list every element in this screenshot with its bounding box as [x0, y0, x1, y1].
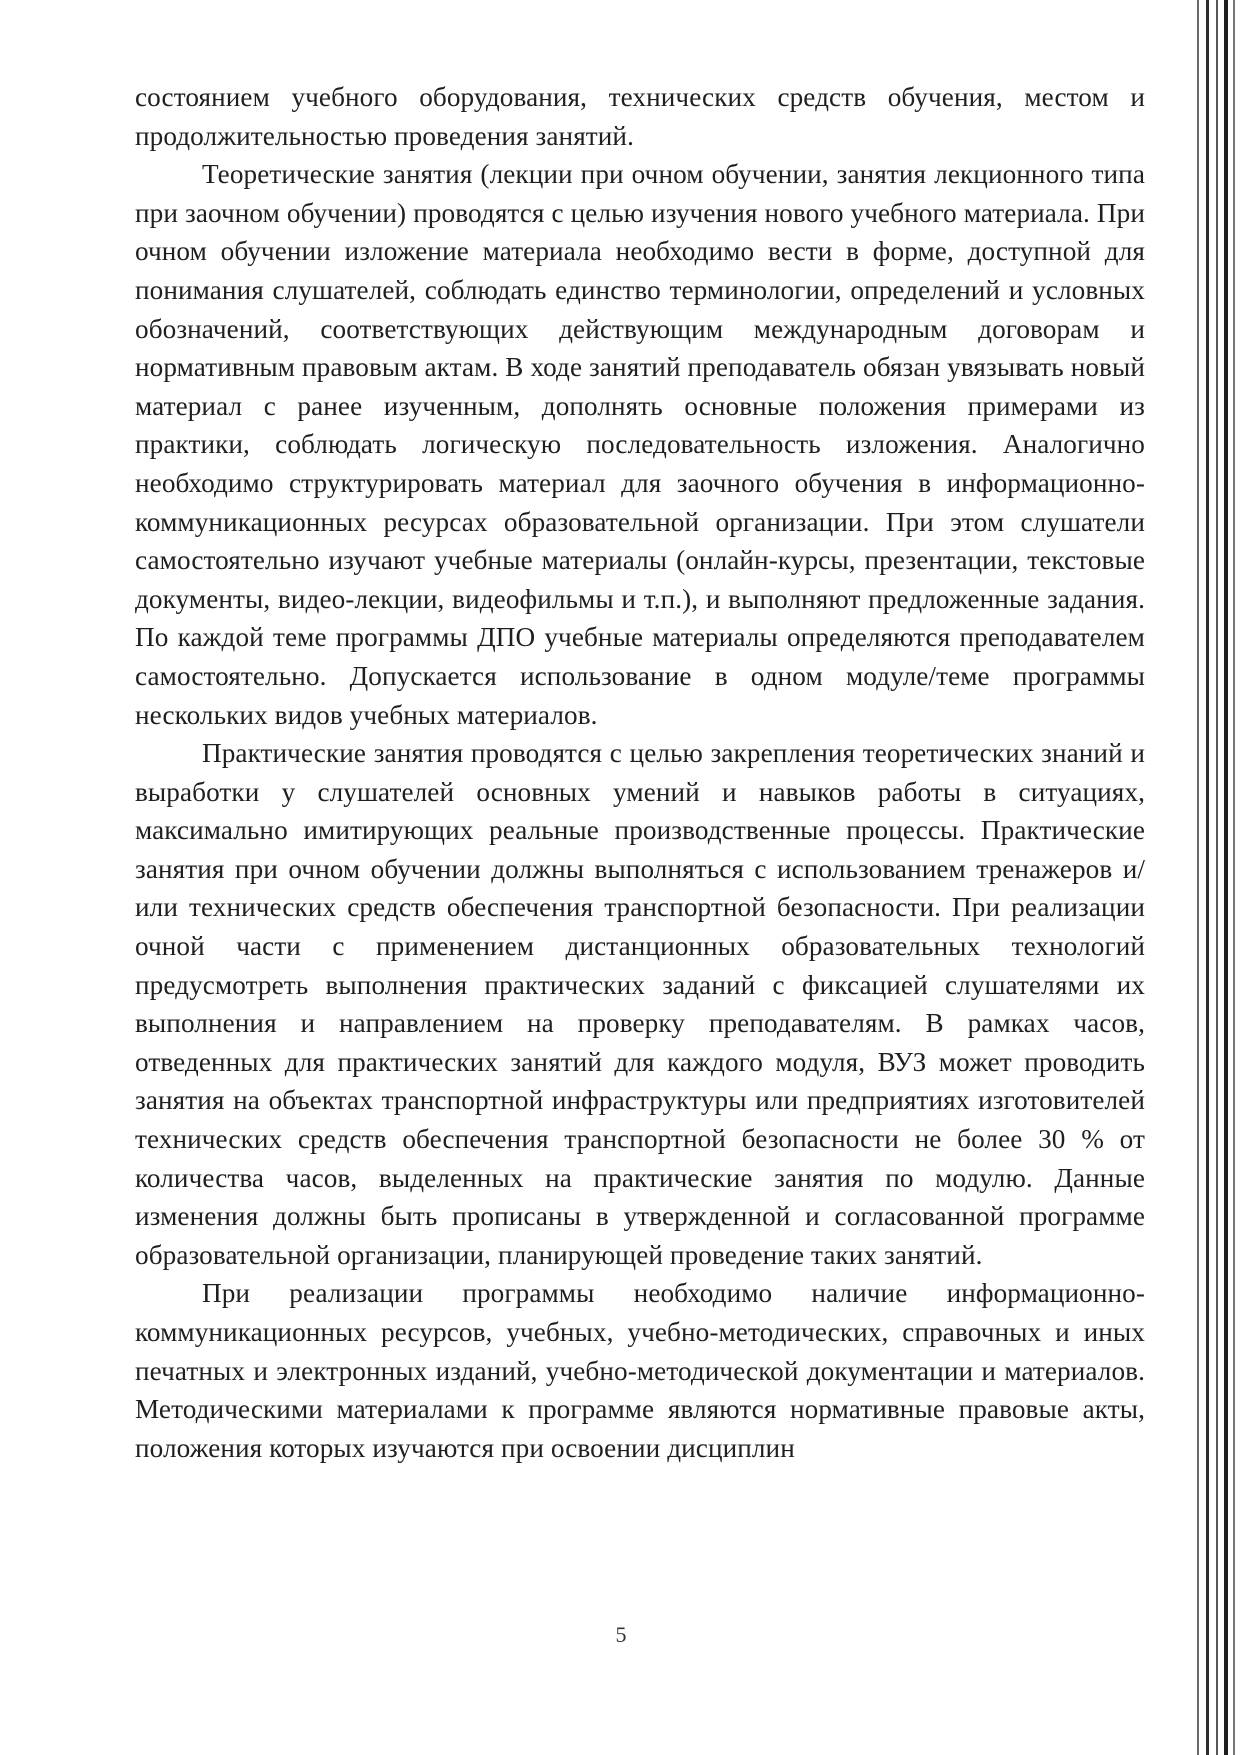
body-text — [135, 78, 1145, 1467]
binding-edge-line — [1224, 0, 1228, 1755]
binding-edge-line — [1197, 0, 1199, 1755]
paragraph-continuation: состоянием учебного оборудования, технических средств обучения, местом и продолжительностью проведения занятий. — [135, 82, 1145, 151]
page-number: 5 — [615, 1622, 627, 1647]
paragraph-theoretical-classes: Теоретические занятия (лекции при очном обучении, занятия лекционного типа при заочном обучении) проводятся с целью изучения нового учебного материала. При очном обучении изложение материала необходимо вести в форме, доступной для понимания слушателей, соблюдать единство терминологии, определений и условных обозначений, соответствующих действующим международным договорам и нормативным правовым актам. В ходе занятий преподаватель обязан увязывать новый материал с ранее изученным, дополнять основные положения примерами из практики, соблюдать логическую последовательность изложения. Аналогично необходимо структурировать материал для заочного обучения в информационно-коммуникационных ресурсах образовательной организации. При этом слушатели самостоятельно изучают учебные материалы (онлайн-курсы, презентации, текстовые документы, видео-лекции, видеофильмы и т.п.), и выполняют предложенные задания. По каждой теме программы ДПО учебные материалы определяются преподавателем самостоятельно. Допускается использование в одном модуле/теме программы нескольких видов учебных материалов. — [135, 159, 1145, 730]
paragraph-program-resources: При реализации программы необходимо наличие информационно-коммуникационных ресурсов, учебных, учебно-методических, справочных и иных печатных и электронных изданий, учебно-методической документации и материалов. Методическими материалами к программе являются нормативные правовые акты, положения которых изучаются при освоении дисциплин — [135, 1278, 1145, 1463]
binding-edge-line — [1233, 0, 1235, 1755]
binding-edge-line — [1206, 0, 1209, 1755]
paragraph-practical-classes: Практические занятия проводятся с целью закрепления теоретических знаний и выработки у слушателей основных умений и навыков работы в ситуациях, максимально имитирующих реальные производственные процессы. Практические занятия при очном обучении должны выполняться с использованием тренажеров и/или технических средств обеспечения транспортной безопасности. При реализации очной части с применением дистанционных образовательных технологий предусмотреть выполнения практических заданий с фиксацией слушателями их выполнения и направлением на проверку преподавателям. В рамках часов, отведенных для практических занятий для каждого модуля, ВУЗ может проводить занятия на объектах транспортной инфраструктуры или предприятиях изготовителей технических средств обеспечения транспортной безопасности не более 30 % от количества часов, выделенных на практические занятия по модулю. Данные изменения должны быть прописаны в утвержденной и согласованной программе образовательной организации, планирующей проведение таких занятий. — [135, 738, 1145, 1270]
binding-edge-line — [1216, 0, 1218, 1755]
